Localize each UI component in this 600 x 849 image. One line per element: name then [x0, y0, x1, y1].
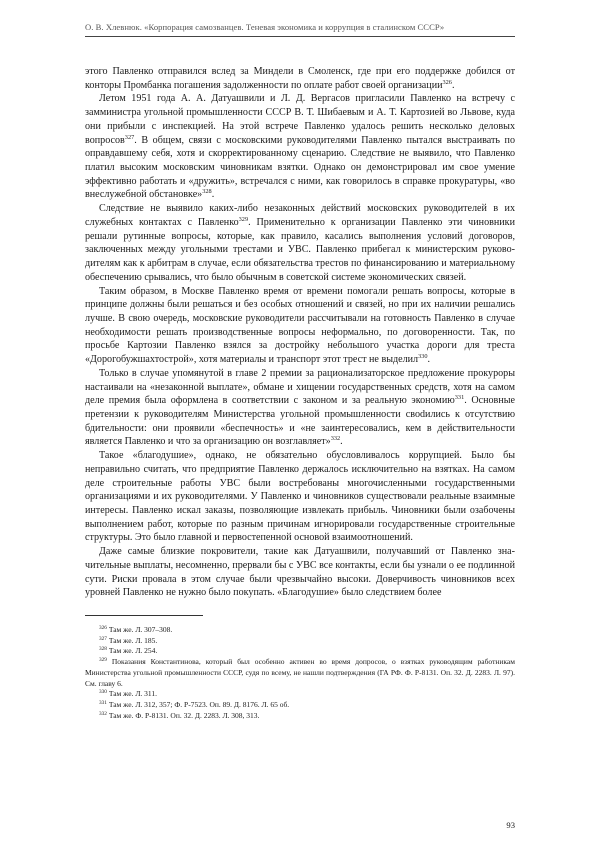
paragraph-text: . [427, 354, 431, 366]
footnote [85, 657, 515, 689]
footnote-text: Там же. Л. 185. [106, 635, 158, 645]
paragraph-text: . Основные претензии к руководителям Министерства угольной промышленности своdились к отсутствию бдительности: они проявили «беспечность» и «не заинтересовались, кем в действительности является Павленко и что за организацию он возглавляет» [85, 395, 515, 448]
paragraph-text: . [451, 79, 455, 91]
body-paragraph [85, 449, 515, 545]
footnote [85, 689, 515, 700]
footnote-text: Показания Константинова, который был особенно активен во время допросов, о взятках руководящим работникам Министерства угольной промышленности СССР, судя по всему, не нашли подтверждения (ГА РФ. Ф. Р-8131. Оп. 32. Д. 2283. Л. 97). См. главу 6. [85, 657, 515, 688]
paragraph-text: Летом 1951 года А. А. Датуашвили и Л. Д. Вергасов пригласили Павленко на встречу с замминистра угольной промышленности СССР В. Т. Шибаевым и А. Т. Картозией во Львове, куда они прибыли с инспекцией. На этой встрече Павленко удалось решить несколько деловых вопросов [85, 93, 515, 146]
paragraph-text: . [340, 436, 343, 448]
footnote-number: 329 [99, 657, 107, 664]
footnote-number: 326 [99, 625, 107, 632]
footnote-text: Там же. Л. 311. [106, 689, 158, 699]
footnote-text: Там же. Ф. Р-8131. Оп. 32. Д. 2283. Л. 308, 313. [106, 710, 260, 720]
footnote-reference[interactable]: 330 [418, 353, 428, 361]
body-text [85, 65, 515, 600]
body-paragraph [85, 202, 515, 284]
paragraph-text: . В общем, связи с московскими руководителями Павленко пытался выстраивать по оправдавшему себя, хотя и скорректированному сценарию. Следствие не выявило, что Павленко платил высоким московским чиновникам взятки. Однако он демонстрировал им свое умение эффективно работать и «дружить», встречался с ними, как говорилось в справке прокуратуры, «во внеслужебной обстановке» [85, 134, 515, 201]
footnote-reference[interactable]: 331 [454, 394, 465, 402]
footnote-number: 330 [99, 689, 107, 696]
paragraph-text: . [211, 189, 215, 201]
footnote-text: Там же. Л. 254. [106, 646, 158, 656]
paragraph-text: этого Павленко отправился вслед за Миндели в Смоленск, где при его поддержке добился от конторы Промбанка погашения задолженности по оплате работ своей организации [85, 66, 515, 91]
footnote [85, 646, 515, 657]
footnote-number: 332 [99, 710, 107, 717]
footnote-text: Там же. Л. 307–308. [106, 625, 173, 635]
footnote [85, 711, 515, 722]
footnote [85, 700, 515, 711]
footnote [85, 625, 515, 636]
footnote-number: 327 [99, 635, 107, 642]
footnotes [85, 625, 515, 721]
paragraph-text: Такое «благодушие», однако, не обязательно обусловливалось коррупцией. Было бы неправильно считать, что предприятие Павленко держалось исключительно на взятках. На самом деле строительные работы УВС были востребованы многочисленными государственными организациями и их руководителями. У Павленко и чиновников существовали реальные взаимные интересы. Павленко искал заказы, позволяющие извлекать прибыль. Чиновники были озабочены выполнением работ, которые по разным причинам игнорировали государственные строительные структуры. Это было главной и первостепенной основой взаимоотношений. [85, 450, 515, 544]
body-paragraph [85, 285, 515, 367]
paragraph-text: Таким образом, в Москве Павленко время от времени помогали решать вопросы, которые в принципе должны были решаться и без особых отношений и связей, но при их наличии решались лучше. В свою очередь, московские руководители рассчитывали на готовность Павленко в случае необходимости решать производственные вопросы неформально, по договоренности. Так, по просьбе Картозии Павленко взялся за достройку небольшого участка дороги для треста «Дорогобужшахтострой», хотя материалы и транспорт этот трест не выделил [85, 285, 515, 366]
footnote [85, 636, 515, 647]
running-head: О. В. Хлевнюк. «Корпорация самозванцев. Теневая экономика и коррупция в сталинском СССР» [85, 22, 515, 37]
footnote-reference[interactable]: 329 [238, 215, 249, 223]
footnote-reference[interactable]: 327 [124, 133, 135, 141]
body-paragraph [85, 92, 515, 202]
paragraph-text: Только в случае упомянутой в главе 2 премии за рационализаторское предложение прокуроры настаивали на «незаконной выплате», обмане и хищении государственных средств, хотя на самом деле премия была оформлена в соответствии с законом и за реальную экономию [85, 367, 515, 407]
footnote-number: 328 [99, 646, 107, 653]
footnote-number: 331 [99, 699, 107, 706]
paragraph-text: . Применительно к организации Павленко эти чиновники решали рутинные вопросы, которые, как правило, касались выполнения условий договоров, заключенных между угольными трестами и УВС. Павленко прибегал к министерским руководителям как к арбитрам в случае, если обязательства трестов по финансированию и материальному обеспечению срывались, что было обычным в советской системе экономических связей. [85, 216, 515, 283]
body-paragraph [85, 367, 515, 449]
paragraph-text: Следствие не выявило каких-либо незаконных действий московских руководителей в их служебных контактах с Павленко [85, 203, 515, 228]
footnote-separator [85, 615, 203, 616]
body-paragraph [85, 65, 515, 92]
footnote-reference[interactable]: 332 [330, 435, 341, 443]
footnote-reference[interactable]: 326 [442, 78, 452, 86]
page-number: 93 [506, 820, 515, 830]
footnote-text: Там же. Л. 312, 357; Ф. Р-7523. Оп. 89. Д. 8176. Л. 65 об. [106, 699, 290, 709]
footnote-reference[interactable]: 328 [202, 188, 212, 196]
body-paragraph [85, 545, 515, 600]
paragraph-text: Даже самые близкие покровители, такие как Датуашвили, получавший от Павленко значительные выплаты, несомненно, прервали бы с УВС все контакты, если бы узнали о ее подлинной сути. Риски провала в этом случае были чрезвычайно высоки. Доверчивость чиновников всех уровней Павленко не нужно было покупать. «Благодушие» было следствием более [85, 546, 515, 599]
